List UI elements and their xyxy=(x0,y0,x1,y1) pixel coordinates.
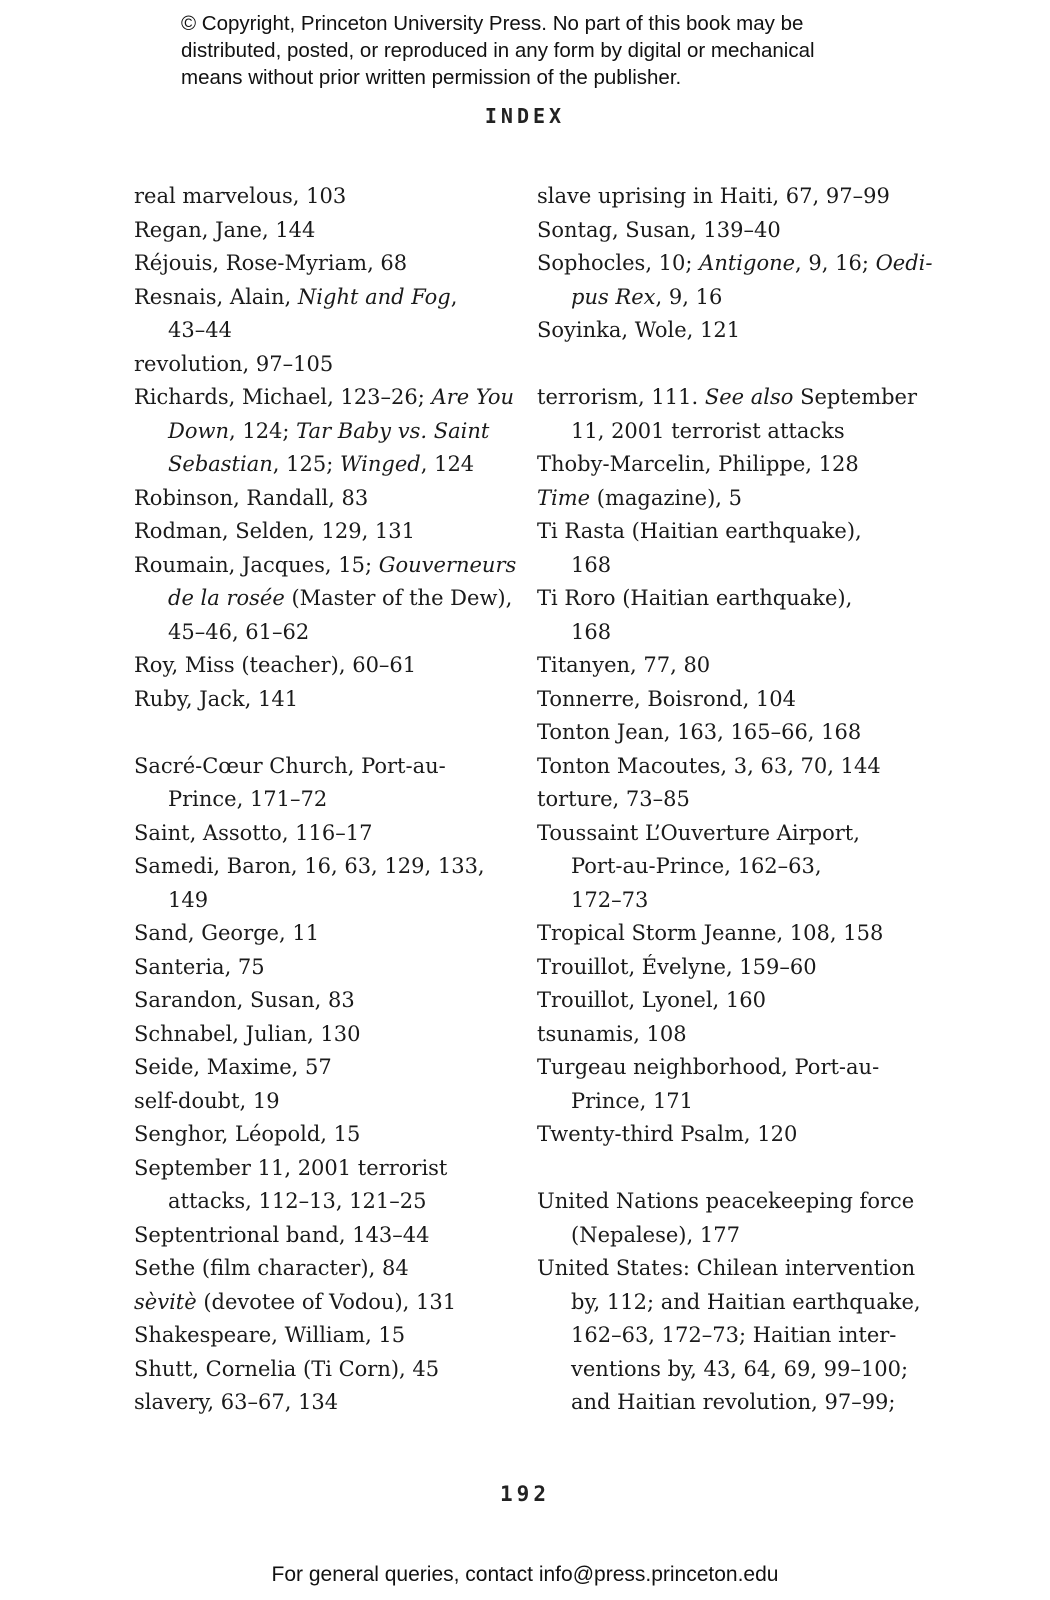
index-entry xyxy=(134,549,517,583)
index-entry-continuation xyxy=(134,582,513,616)
copyright-line: distributed, posted, or reproduced in any form by digital or mechanical xyxy=(181,39,815,62)
index-entry-text: Ruby, Jack, 141 xyxy=(134,686,299,711)
index-entry-text: , 9, 16; xyxy=(795,251,876,275)
index-entry xyxy=(134,1386,504,1420)
running-head: INDEX xyxy=(484,104,566,128)
copyright-notice xyxy=(181,10,901,91)
index-entry xyxy=(134,1353,504,1387)
index-entry-text: Shakespeare, William, 15 xyxy=(134,1323,406,1347)
index-entry-continuation xyxy=(134,1185,504,1219)
index-entry xyxy=(134,917,504,951)
index-entry xyxy=(134,214,504,248)
index-entry-continuation xyxy=(537,1219,907,1253)
index-entry xyxy=(537,582,907,616)
index-group-gap xyxy=(134,716,504,750)
index-entry-text: Septentrional band, 143–44 xyxy=(134,1222,430,1247)
index-entry xyxy=(537,683,907,717)
index-entry-text: torture, 73–85 xyxy=(537,787,690,811)
index-entry-italic-text: Winged xyxy=(339,452,421,476)
index-entry xyxy=(134,750,504,784)
index-entry-continuation xyxy=(537,1085,907,1119)
index-entry-text: 11, 2001 terrorist attacks xyxy=(571,418,845,443)
index-entry-text: Regan, Jane, 144 xyxy=(134,217,316,242)
index-entry xyxy=(537,984,907,1018)
index-entry xyxy=(537,951,907,985)
index-entry-continuation xyxy=(134,448,504,482)
index-entry-italic-text: See also xyxy=(704,385,794,409)
index-entry-italic-text: Down xyxy=(168,418,229,443)
index-entry-text: Titanyen, 77, 80 xyxy=(537,653,711,677)
footer-contact: For general queries, contact info@press.princeton.edu xyxy=(271,1563,779,1586)
index-entry-text: Réjouis, Rose-Myriam, 68 xyxy=(134,251,408,275)
index-entry xyxy=(537,214,907,248)
index-entry-text: and Haitian revolution, 97–99; xyxy=(571,1390,896,1414)
index-entry-text: Schnabel, Julian, 130 xyxy=(134,1021,361,1046)
index-entry-text: 45–46, 61–62 xyxy=(168,619,310,644)
index-entry-text: Santeria, 75 xyxy=(134,954,265,979)
index-entry-text: revolution, 97–105 xyxy=(134,351,334,376)
index-entry xyxy=(537,783,907,817)
index-entry-text: United Nations peacekeeping force xyxy=(537,1189,915,1213)
index-group-gap xyxy=(537,348,907,382)
index-entry-text: tsunamis, 108 xyxy=(537,1021,687,1046)
index-entry xyxy=(537,1185,915,1219)
index-entry-italic-text: pus Rex xyxy=(571,284,656,309)
index-entry-text: 149 xyxy=(168,887,209,912)
index-entry-text: Sacré-Cœur Church, Port-au- xyxy=(134,753,446,778)
index-entry-text: , 9, 16 xyxy=(655,284,723,309)
index-entry xyxy=(134,381,515,415)
index-entry-text: Prince, 171 xyxy=(571,1088,694,1113)
index-entry-text: (Nepalese), 177 xyxy=(571,1222,740,1247)
index-entry-text: slave uprising in Haiti, 67, 97–99 xyxy=(537,184,890,208)
index-entry-text: ventions by, 43, 64, 69, 99–100; xyxy=(571,1356,909,1381)
index-entry-italic-text: Tar Baby vs. Saint xyxy=(296,418,490,443)
index-entry-text: 43–44 xyxy=(168,318,232,342)
index-entry xyxy=(134,817,504,851)
index-entry-italic-text: Sebastian xyxy=(168,452,273,476)
index-column-right xyxy=(537,180,933,1420)
index-entry-continuation xyxy=(537,1319,907,1353)
index-entry-text: United States: Chilean intervention xyxy=(537,1256,916,1280)
index-entry-continuation xyxy=(537,549,907,583)
index-entry xyxy=(134,649,504,683)
index-entry-text: self-doubt, 19 xyxy=(134,1088,280,1113)
index-entry-continuation xyxy=(134,314,504,348)
index-entry xyxy=(134,1219,504,1253)
index-entry-continuation xyxy=(537,1286,921,1320)
index-entry-italic-text: Night and Fog xyxy=(297,284,451,309)
index-entry-text: Sand, George, 11 xyxy=(134,921,320,945)
index-entry-text: attacks, 112–13, 121–25 xyxy=(168,1189,427,1213)
index-entry-italic-text: Are You xyxy=(431,385,515,409)
index-entry-text: Tropical Storm Jeanne, 108, 158 xyxy=(537,921,884,945)
index-entry xyxy=(537,649,907,683)
index-entry-text: Turgeau neighborhood, Port-au- xyxy=(537,1055,880,1079)
index-entry-text: Saint, Assotto, 116–17 xyxy=(134,820,373,845)
index-entry-italic-text: sèvitè xyxy=(134,1289,197,1314)
index-entry-text: terrorism, 111. xyxy=(537,385,705,409)
index-entry xyxy=(537,515,907,549)
index-entry-text: , 124; xyxy=(228,418,297,443)
index-entry-continuation xyxy=(537,281,907,315)
index-entry-text: Tonton Jean, 163, 165–66, 168 xyxy=(537,720,862,744)
index-entry-italic-text: Gouverneurs xyxy=(378,552,517,577)
index-entry-text: Prince, 171–72 xyxy=(168,787,328,811)
index-entry-text: Soyinka, Wole, 121 xyxy=(537,318,741,342)
index-entry xyxy=(537,381,918,415)
index-entry-text: 162–63, 172–73; Haitian inter- xyxy=(571,1323,897,1347)
index-entry xyxy=(134,683,504,717)
index-entry xyxy=(537,1252,916,1286)
index-entry-text: September xyxy=(793,385,918,409)
index-entry xyxy=(537,1018,907,1052)
index-entry-text: , 124 xyxy=(420,452,475,476)
index-entry-text: , 125; xyxy=(272,452,340,476)
index-entry-text: Robinson, Randall, 83 xyxy=(134,485,369,510)
index-entry-continuation xyxy=(134,783,504,817)
index-entry-text: Rodman, Selden, 129, 131 xyxy=(134,519,415,543)
index-entry xyxy=(537,1051,907,1085)
index-entry-continuation xyxy=(537,1353,907,1387)
index-entry xyxy=(134,281,504,315)
index-entry xyxy=(537,1118,907,1152)
index-entry-text: Sarandon, Susan, 83 xyxy=(134,988,355,1012)
index-entry-text: Ti Rasta (Haitian earthquake), xyxy=(537,519,862,543)
index-entry xyxy=(537,917,907,951)
index-entry-continuation xyxy=(537,415,907,449)
index-entry xyxy=(134,1018,504,1052)
index-entry-text: real marvelous, 103 xyxy=(134,184,347,208)
index-entry-text: Senghor, Léopold, 15 xyxy=(134,1122,361,1146)
index-entry-text: Resnais, Alain, xyxy=(134,284,298,309)
index-entry xyxy=(537,482,907,516)
index-entry-continuation xyxy=(537,616,907,650)
index-entry-text: slavery, 63–67, 134 xyxy=(134,1390,339,1414)
index-entry-continuation xyxy=(537,884,907,918)
index-entry xyxy=(134,247,504,281)
index-entry-text: Twenty-third Psalm, 120 xyxy=(537,1122,798,1146)
index-entry-text: (devotee of Vodou), 131 xyxy=(196,1289,457,1314)
index-entry-text: Samedi, Baron, 16, 63, 129, 133, xyxy=(134,854,485,878)
page-number: 192 xyxy=(500,1482,550,1506)
index-entry-text: Toussaint L’Ouverture Airport, xyxy=(537,820,860,845)
index-entry-continuation xyxy=(134,616,504,650)
index-entry-text: 168 xyxy=(571,619,612,644)
index-entry-italic-text: Antigone xyxy=(699,251,796,275)
index-entry-text: Roumain, Jacques, 15; xyxy=(134,552,379,577)
index-entry-italic-text: Time xyxy=(537,485,591,510)
index-entry-text: Tonnerre, Boisrond, 104 xyxy=(537,686,797,711)
index-entry-text: Sophocles, 10; xyxy=(537,251,700,275)
index-entry xyxy=(134,515,504,549)
index-entry-text: (magazine), 5 xyxy=(590,485,742,510)
index-entry-text: Sontag, Susan, 139–40 xyxy=(537,217,781,242)
index-entry-text: Port-au-Prince, 162–63, xyxy=(571,854,822,878)
index-entry-text: Tonton Macoutes, 3, 63, 70, 144 xyxy=(537,753,881,778)
index-entry-text: Roy, Miss (teacher), 60–61 xyxy=(134,653,417,677)
index-entry xyxy=(134,1152,504,1186)
index-entry xyxy=(537,750,907,784)
index-entry xyxy=(134,984,504,1018)
index-entry xyxy=(537,247,933,281)
index-entry-italic-text: de la rosée xyxy=(168,586,285,610)
index-entry-text: Trouillot, Évelyne, 159–60 xyxy=(537,954,817,979)
index-entry-continuation xyxy=(537,850,907,884)
index-entry-text: Richards, Michael, 123–26; xyxy=(134,385,432,409)
index-entry-text: (Master of the Dew), xyxy=(284,586,513,610)
index-entry xyxy=(134,1051,504,1085)
index-entry xyxy=(134,850,504,884)
index-entry xyxy=(134,482,504,516)
index-entry-continuation xyxy=(537,1386,907,1420)
index-entry xyxy=(134,1252,504,1286)
index-entry xyxy=(537,817,907,851)
index-entry xyxy=(134,1319,504,1353)
index-entry-text: by, 112; and Haitian earthquake, xyxy=(571,1289,921,1314)
index-entry-continuation xyxy=(134,884,504,918)
index-entry-continuation xyxy=(134,415,504,449)
index-column-left xyxy=(134,180,517,1420)
index-entry xyxy=(134,348,504,382)
index-entry-text: 168 xyxy=(571,552,612,577)
index-entry xyxy=(134,1118,504,1152)
index-entry-text: Ti Roro (Haitian earthquake), xyxy=(537,586,853,610)
index-entry-text: September 11, 2001 terrorist xyxy=(134,1155,448,1180)
index-entry xyxy=(537,448,907,482)
copyright-line: © Copyright, Princeton University Press. No part of this book may be xyxy=(181,12,804,35)
index-entry xyxy=(134,180,504,214)
index-entry-text: Seide, Maxime, 57 xyxy=(134,1055,332,1079)
copyright-line: means without prior written permission of the publisher. xyxy=(181,66,682,89)
index-entry-text: Trouillot, Lyonel, 160 xyxy=(537,988,766,1012)
index-entry xyxy=(537,180,907,214)
index-entry xyxy=(134,951,504,985)
index-entry xyxy=(134,1085,504,1119)
index-entry xyxy=(134,1286,504,1320)
index-entry-text: Sethe (film character), 84 xyxy=(134,1256,409,1280)
index-entry-text: 172–73 xyxy=(571,887,649,912)
index-entry-text: Thoby-Marcelin, Philippe, 128 xyxy=(537,452,859,476)
index-group-gap xyxy=(537,1152,907,1186)
index-entry xyxy=(537,716,907,750)
index-entry-italic-text: Oedi- xyxy=(875,251,933,275)
index-entry-text: , xyxy=(450,284,458,309)
index-entry xyxy=(537,314,907,348)
index-entry-text: Shutt, Cornelia (Ti Corn), 45 xyxy=(134,1356,440,1381)
